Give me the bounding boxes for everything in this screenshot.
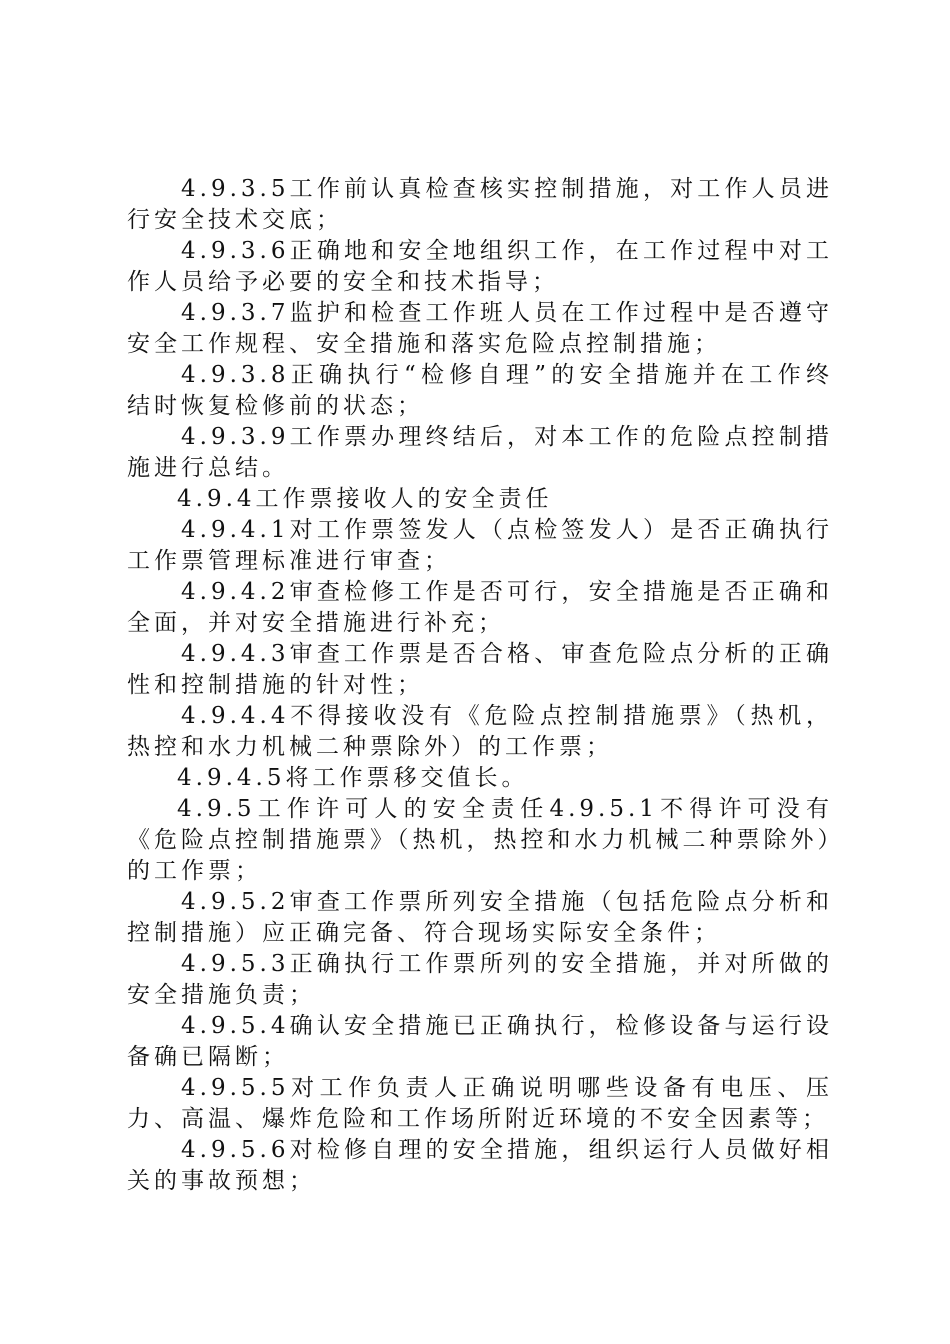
paragraph-4-9-3-6: 4.9.3.6正确地和安全地组织工作，在工作过程中对工作人员给予必要的安全和技术指导；: [127, 238, 833, 295]
paragraph-4-9-5-4: 4.9.5.4确认安全措施已正确执行，检修设备与运行设备确已隔断；: [127, 1013, 833, 1070]
paragraph-4-9-4-3: 4.9.4.3审查工作票是否合格、审查危险点分析的正确性和控制措施的针对性；: [127, 641, 833, 698]
paragraph-4-9-5-2: 4.9.5.2审查工作票所列安全措施（包括危险点分析和控制措施）应正确完备、符合现场实际安全条件；: [127, 889, 833, 946]
paragraph-4-9-4-2: 4.9.4.2审查检修工作是否可行，安全措施是否正确和全面，并对安全措施进行补充；: [127, 579, 833, 636]
paragraph-4-9-4-1: 4.9.4.1对工作票签发人（点检签发人）是否正确执行工作票管理标准进行审查；: [127, 517, 833, 574]
paragraph-4-9-3-5: 4.9.3.5工作前认真检查核实控制措施，对工作人员进行安全技术交底；: [127, 176, 833, 233]
document-body: [127, 174, 833, 1197]
section-heading-4-9-4: 4.9.4工作票接收人的安全责任: [177, 486, 553, 512]
paragraph-4-9-5-5: 4.9.5.5对工作负责人正确说明哪些设备有电压、压力、高温、爆炸危险和工作场所附近环境的不安全因素等；: [127, 1075, 833, 1132]
paragraph-4-9-3-7: 4.9.3.7监护和检查工作班人员在工作过程中是否遵守安全工作规程、安全措施和落实危险点控制措施；: [127, 300, 833, 357]
section-heading-4-9-5: 4.9.5工作许可人的安全责任4.9.5.1不得许可没有《危险点控制措施票》（热机，热控和水力机械二种票除外）的工作票；: [127, 796, 833, 884]
paragraph-4-9-3-8: 4.9.3.8正确执行“检修自理”的安全措施并在工作终结时恢复检修前的状态；: [127, 362, 833, 419]
paragraph-4-9-5-6: 4.9.5.6对检修自理的安全措施，组织运行人员做好相关的事故预想；: [127, 1137, 833, 1194]
paragraph-4-9-4-4: 4.9.4.4不得接收没有《危险点控制措施票》（热机，热控和水力机械二种票除外）的工作票；: [127, 703, 833, 760]
paragraph-4-9-5-3: 4.9.5.3正确执行工作票所列的安全措施，并对所做的安全措施负责；: [127, 951, 833, 1008]
paragraph-4-9-3-9: 4.9.3.9工作票办理终结后，对本工作的危险点控制措施进行总结。: [127, 424, 833, 481]
paragraph-4-9-4-5: 4.9.4.5将工作票移交值长。: [177, 765, 529, 791]
